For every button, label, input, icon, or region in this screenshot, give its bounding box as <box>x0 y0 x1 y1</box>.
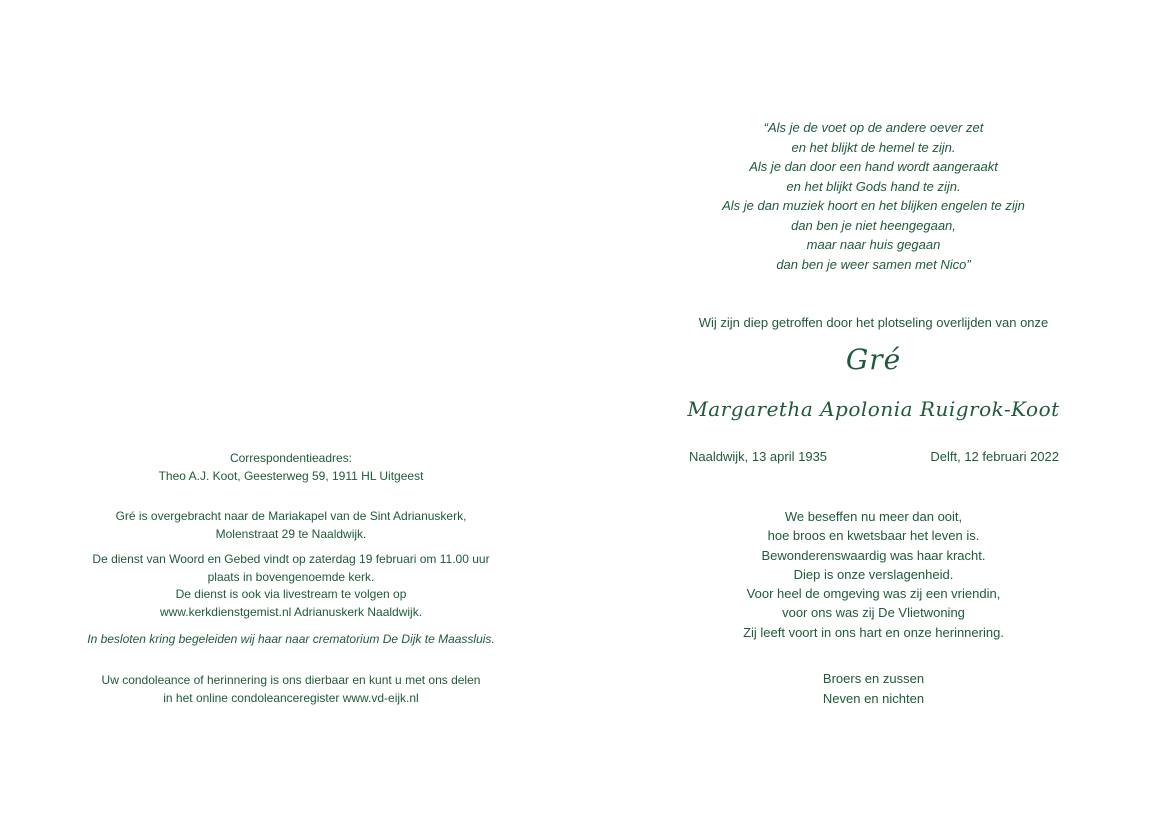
service-line: De dienst van Woord en Gebed vindt op zaterdag 19 februari om 11.00 uur <box>92 552 490 566</box>
tribute-verse <box>582 507 1165 642</box>
poem-line: en het blijkt Gods hand te zijn. <box>786 178 961 194</box>
correspondence-label: Correspondentieadres: <box>229 451 353 465</box>
service-paragraph <box>0 551 582 621</box>
announcement-intro: Wij zijn diep getroffen door het plotseling overlijden van onze <box>698 315 1049 330</box>
verse-line: hoe broos en kwetsbaar het leven is. <box>767 528 980 544</box>
verse-line: voor ons was zij De Vlietwoning <box>782 605 965 621</box>
correspondence-block <box>0 449 582 485</box>
right-page <box>582 0 1165 827</box>
poem-line: dan ben je weer samen met Nico” <box>776 256 971 272</box>
poem-line: maar naar huis gegaan <box>806 237 941 252</box>
poem-line: Als je dan muziek hoort en het blijken engelen te zijn <box>722 198 1025 213</box>
verse-line: Bewonderenswaardig was haar kracht. <box>761 547 986 563</box>
service-line: De dienst is ook via livestream te volgen op <box>175 587 407 601</box>
transfer-paragraph <box>0 507 582 543</box>
deceased-full-name: Margaretha Apolonia Ruigrok-Koot <box>687 397 1060 421</box>
transfer-line: Gré is overgebracht naar de Mariakapel van de Sint Adrianuskerk, <box>115 509 467 523</box>
poem-line: en het blijkt de hemel te zijn. <box>791 139 956 155</box>
verse-line: Voor heel de omgeving was zij een vriendin, <box>746 586 1001 602</box>
correspondence-address: Theo A.J. Koot, Geesterweg 59, 1911 HL Uitgeest <box>158 469 424 483</box>
poem-line: “Als je de voet op de andere oever zet <box>763 120 984 135</box>
service-line: plaats in bovengenoemde kerk. <box>207 569 375 584</box>
poem-line: dan ben je niet heengegaan, <box>791 217 956 233</box>
private-cremation-note: In besloten kring begeleiden wij haar naar crematorium De Dijk te Maassluis. <box>87 632 495 646</box>
transfer-line: Molenstraat 29 te Naaldwijk. <box>215 527 367 541</box>
death-date: Delft, 12 februari 2022 <box>930 449 1059 464</box>
condolence-line: in het online condoleanceregister www.vd-eijk.nl <box>163 691 419 705</box>
verse-line: We beseffen nu meer dan ooit, <box>784 509 963 524</box>
birth-date: Naaldwijk, 13 april 1935 <box>689 449 828 464</box>
deceased-short-name: Gré <box>845 343 902 376</box>
poem <box>582 118 1165 274</box>
service-line: www.kerkdienstgemist.nl Adrianuskerk Naaldwijk. <box>159 604 423 619</box>
condolence-paragraph <box>0 671 582 707</box>
condolence-line: Uw condoleance of herinnering is ons dierbaar en kunt u met ons delen <box>101 673 481 687</box>
poem-line: Als je dan door een hand wordt aangeraakt <box>749 159 998 174</box>
signatories <box>582 669 1165 709</box>
verse-line: Diep is onze verslagenheid. <box>793 566 954 582</box>
left-page <box>0 0 582 827</box>
signatory-line: Neven en nichten <box>822 691 925 706</box>
signatory-line: Broers en zussen <box>822 671 925 686</box>
verse-line: Zij leeft voort in ons hart en onze herinnering. <box>743 624 1004 640</box>
